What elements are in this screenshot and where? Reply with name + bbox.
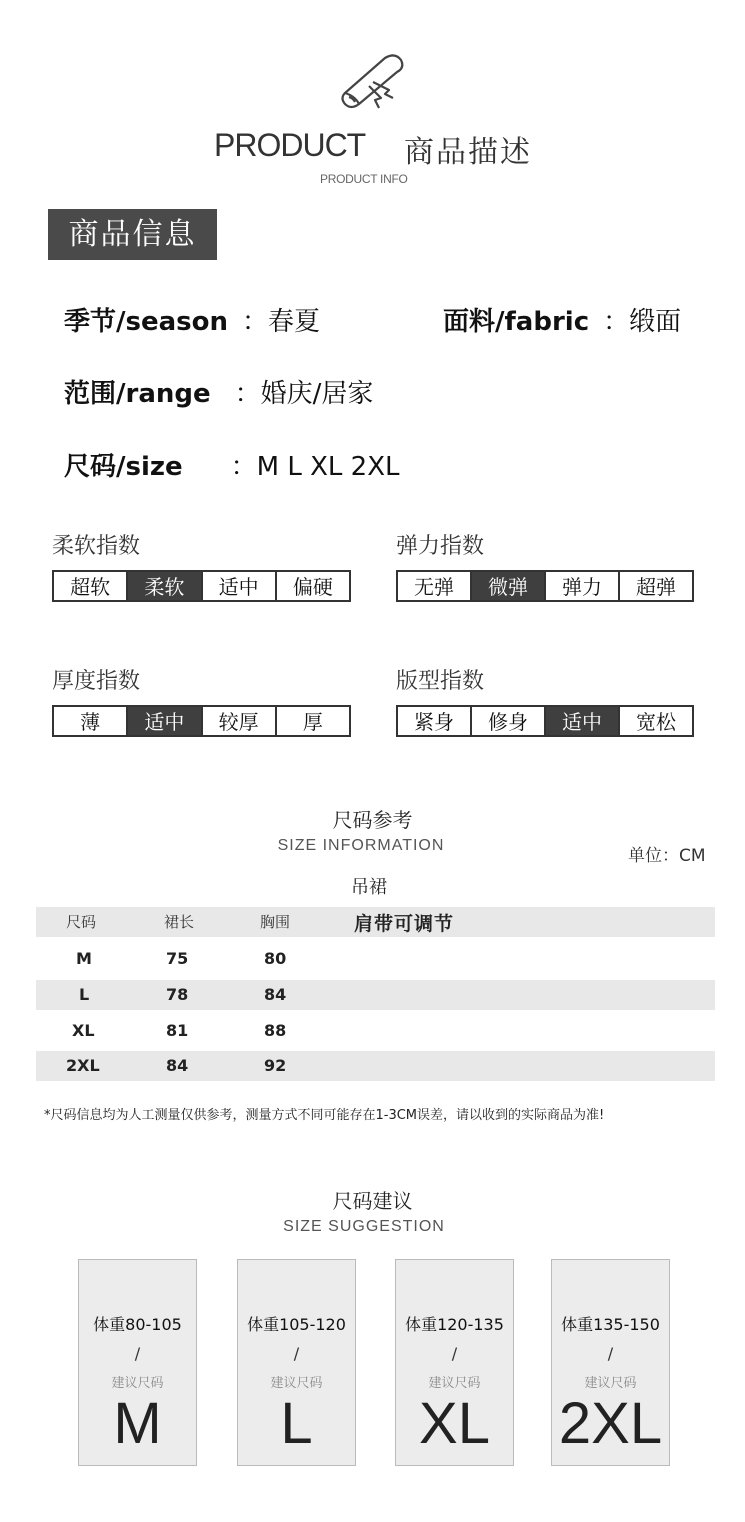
cell-size: XL: [72, 1021, 95, 1040]
garment-label: 吊裙: [351, 877, 387, 898]
slash: /: [607, 1344, 614, 1363]
size-info-subtitle: SIZE INFORMATION: [277, 837, 445, 854]
fabric-attr: [443, 301, 681, 338]
suggested-size: XL: [419, 1391, 490, 1456]
thickness-option-selected: 适中: [128, 707, 202, 735]
range-label: 范围/range: [64, 379, 211, 409]
fit-title: 版型指数: [396, 669, 485, 694]
weight-range: 体重80-105: [93, 1315, 182, 1334]
cell-bust: 80: [264, 949, 287, 968]
slash: /: [451, 1344, 458, 1363]
table-row: [36, 1016, 715, 1046]
size-suggestion-title: 尺码建议: [332, 1189, 413, 1213]
elasticity-option: 弹力: [546, 572, 620, 600]
elasticity-title: 弹力指数: [396, 534, 485, 559]
size-value: ：M L XL 2XL: [230, 452, 400, 482]
size-suggestion-subtitle: SIZE SUGGESTION: [283, 1218, 445, 1235]
strap-note: 肩带可调节: [354, 913, 455, 935]
fit-option: 修身: [472, 707, 546, 735]
weight-range: 体重135-150: [561, 1315, 660, 1334]
fabric-value: ：缎面: [603, 307, 682, 337]
thickness-option: 厚: [302, 710, 323, 734]
thickness-option: 较厚: [203, 707, 277, 735]
cell-length: 78: [166, 985, 189, 1004]
cell-bust: 84: [264, 985, 287, 1004]
thickness-scale: [52, 705, 351, 737]
softness-option: 偏硬: [292, 575, 333, 599]
softness-scale: [52, 570, 351, 602]
slash: /: [134, 1344, 141, 1363]
season-value: ：春夏: [242, 307, 321, 337]
header-size: 尺码: [66, 913, 97, 931]
title-en: PRODUCT: [214, 127, 366, 163]
softness-title: 柔软指数: [52, 534, 141, 559]
table-row: [36, 944, 715, 974]
suggest-label: 建议尺码: [428, 1376, 481, 1391]
size-card-l: [237, 1259, 356, 1466]
softness-option: 适中: [203, 572, 277, 600]
unit-label: 单位：CM: [628, 846, 706, 866]
range-value: ：婚庆/居家: [234, 379, 374, 409]
suggested-size: 2XL: [558, 1391, 663, 1456]
subtitle: PRODUCT INFO: [320, 172, 408, 186]
size-disclaimer: *尺码信息均为人工测量仅供参考，测量方式不同可能存在1-3CM误差，请以收到的实际商品为准!: [44, 1108, 605, 1123]
header-bust: 胸围: [260, 913, 291, 931]
thickness-title: 厚度指数: [52, 669, 141, 694]
fit-option: 紧身: [398, 707, 472, 735]
cell-size: 2XL: [66, 1056, 100, 1075]
size-card-xl: [395, 1259, 514, 1466]
elasticity-option: 无弹: [398, 572, 472, 600]
season-label: 季节/season: [64, 307, 228, 337]
weight-range: 体重120-135: [405, 1315, 504, 1334]
elasticity-option: 超弹: [636, 575, 676, 599]
scroll-icon: [335, 48, 410, 113]
elasticity-scale: [396, 570, 694, 602]
cell-bust: 92: [264, 1056, 287, 1075]
size-card-2xl: [551, 1259, 670, 1466]
fit-option: 宽松: [636, 710, 676, 734]
cell-size: M: [76, 949, 92, 968]
fit-option-selected: 适中: [546, 707, 620, 735]
season-attr: [64, 301, 320, 338]
thickness-option: 薄: [54, 707, 128, 735]
cell-bust: 88: [264, 1021, 287, 1040]
cell-length: 81: [166, 1021, 189, 1040]
size-info-title: 尺码参考: [332, 808, 413, 832]
size-card-m: [78, 1259, 197, 1466]
softness-option: 超软: [54, 572, 128, 600]
slash: /: [293, 1344, 300, 1363]
elasticity-option-selected: 微弹: [472, 572, 546, 600]
size-label: 尺码/size: [64, 452, 183, 482]
suggest-label: 建议尺码: [584, 1376, 637, 1391]
cell-length: 84: [166, 1056, 189, 1075]
range-attr: [64, 373, 373, 410]
table-row: [36, 980, 715, 1010]
title-cn: 商品描述: [404, 135, 532, 170]
suggest-label: 建议尺码: [111, 1376, 164, 1391]
table-row: [36, 1051, 715, 1081]
weight-range: 体重105-120: [247, 1315, 346, 1334]
product-info-label: 商品信息: [48, 209, 217, 260]
suggest-label: 建议尺码: [270, 1376, 323, 1391]
fit-scale: [396, 705, 694, 737]
cell-length: 75: [166, 949, 189, 968]
header-length: 裙长: [164, 913, 195, 931]
fabric-label: 面料/fabric: [443, 307, 590, 337]
suggested-size: L: [280, 1391, 313, 1456]
softness-option-selected: 柔软: [128, 572, 202, 600]
suggested-size: M: [113, 1391, 162, 1456]
cell-size: L: [79, 985, 90, 1004]
size-attr: [64, 446, 400, 483]
